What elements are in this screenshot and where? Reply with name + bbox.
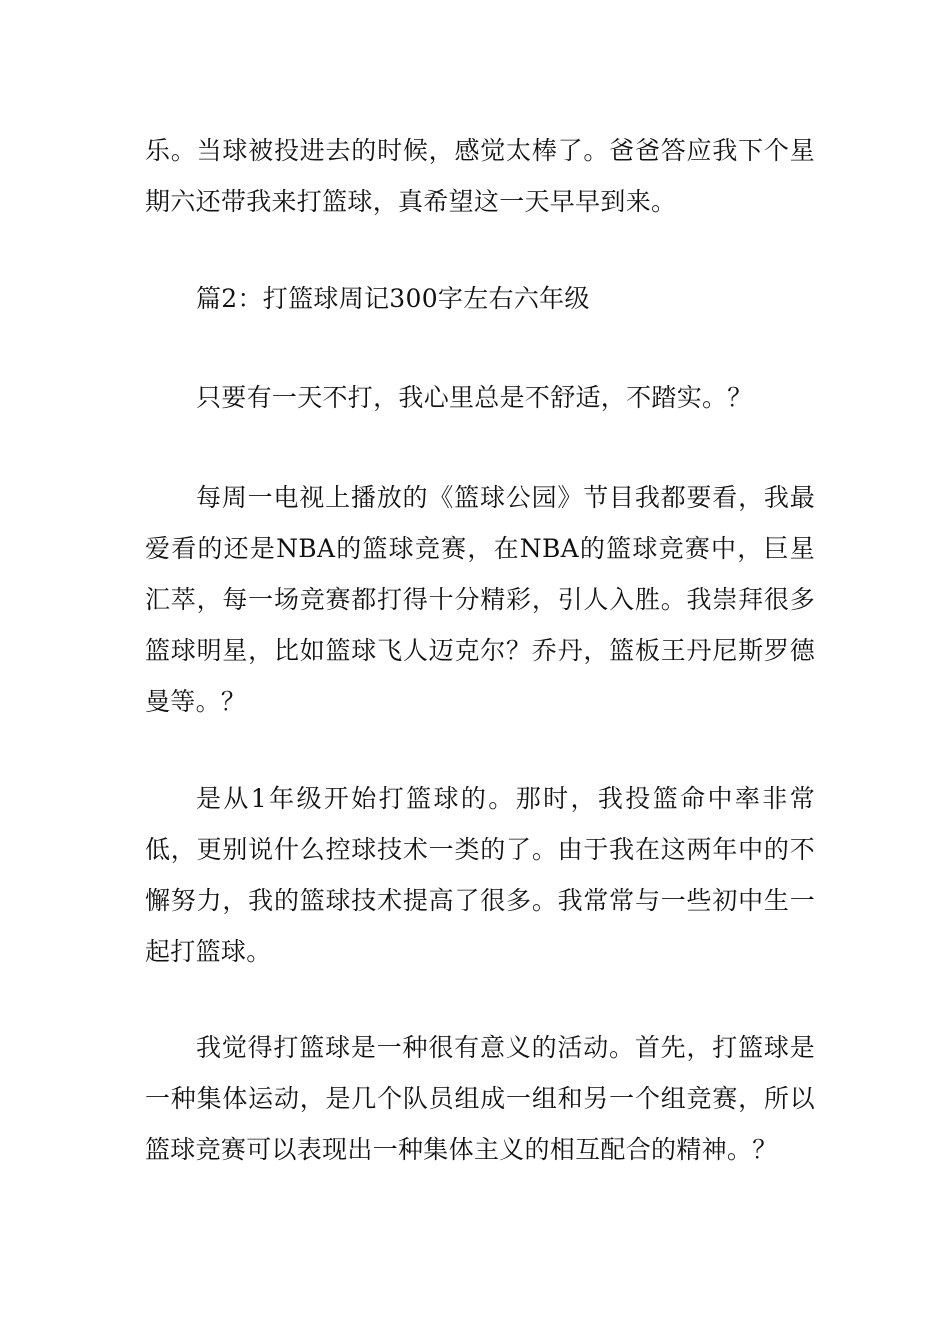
paragraph-continuation: 乐。当球被投进去的时候，感觉太棒了。爸爸答应我下个星期六还带我来打篮球，真希望这一天早早到来。: [145, 136, 815, 216]
paragraph: 我觉得打篮球是一种很有意义的活动。首先，打篮球是一种集体运动，是几个队员组成一组和另一个组竞赛，所以篮球竞赛可以表现出一种集体主义的相互配合的精神。？: [145, 1033, 815, 1164]
paragraph: 只要有一天不打，我心里总是不舒适，不踏实。？: [196, 383, 753, 412]
section-heading: 篇2：打篮球周记300字左右六年级: [196, 284, 590, 313]
paragraph: 每周一电视上播放的《篮球公园》节目我都要看，我最爱看的还是NBA的篮球竞赛，在NBA的篮球竞赛中，巨星汇萃，每一场竞赛都打得十分精彩，引人入胜。我崇拜很多篮球明星，比如篮球飞人迈克尔？乔丹，篮板王丹尼斯罗德曼等。？: [145, 483, 815, 716]
paragraph: 是从1年级开始打篮球的。那时，我投篮命中率非常低，更别说什么控球技术一类的了。由于我在这两年中的不懈努力，我的篮球技术提高了很多。我常常与一些初中生一起打篮球。: [145, 784, 815, 966]
